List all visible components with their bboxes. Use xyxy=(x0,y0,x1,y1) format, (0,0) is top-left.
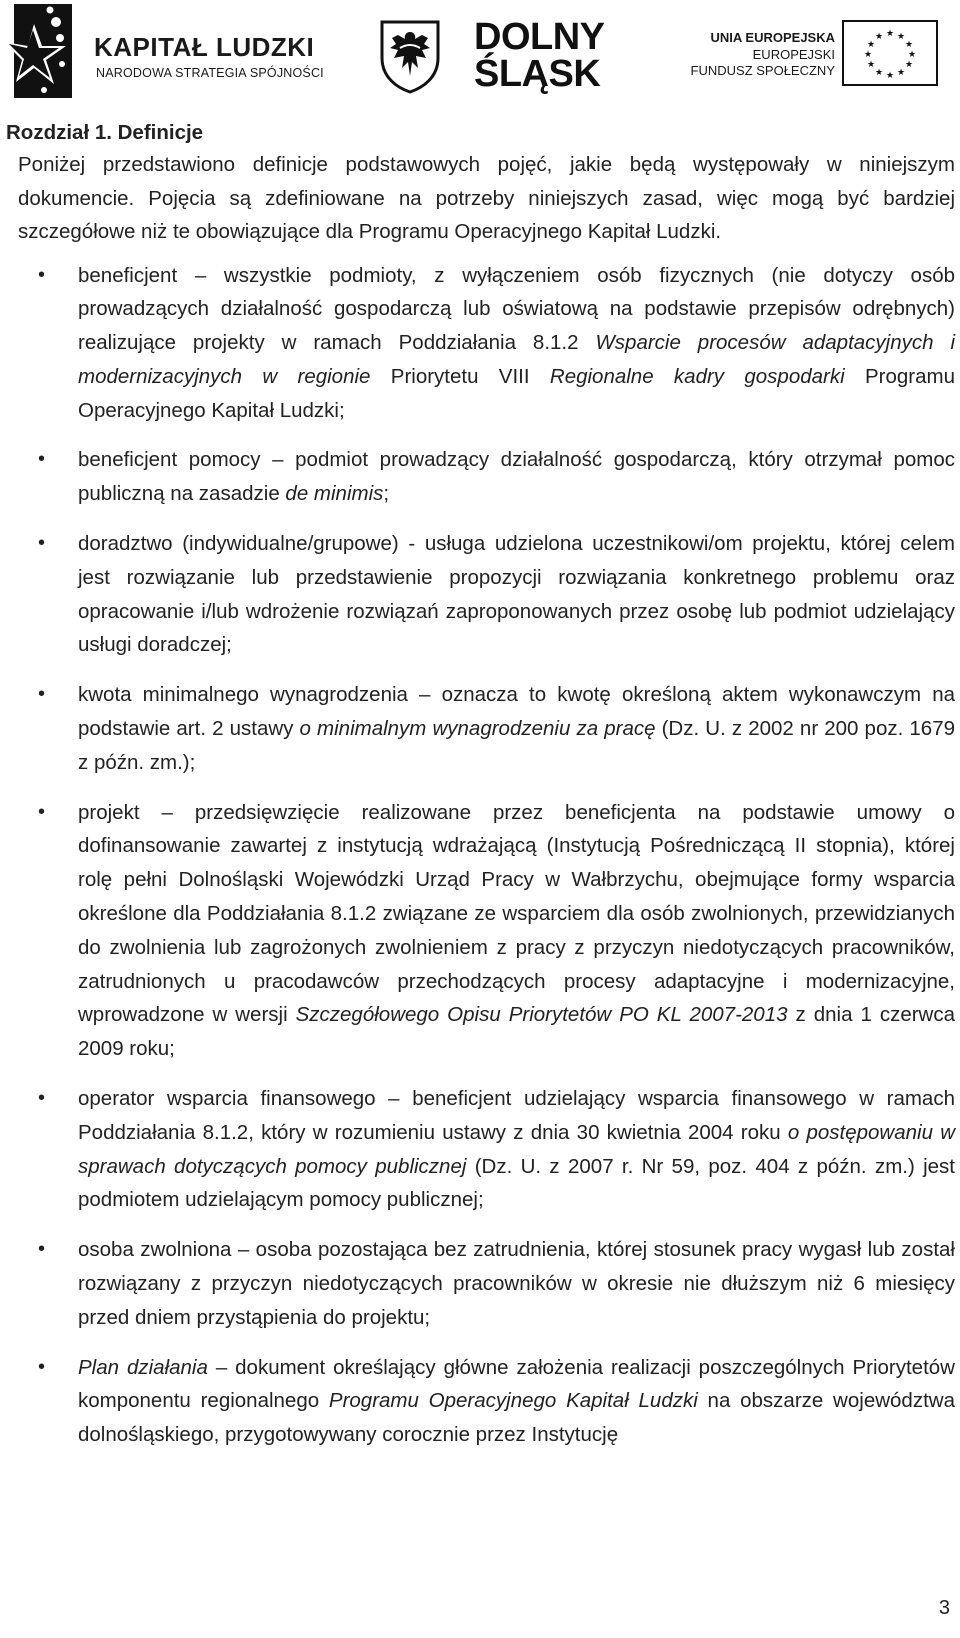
dolny-slask-line1: DOLNY xyxy=(474,16,605,58)
intro-paragraph: Poniżej przedstawiono definicje podstawowych pojęć, jakie będą występowały w niniejszym dokumencie. Pojęcia są zdefiniowane na potrzeby niniejszych zasad, więc mogą być bardziej szczegółowe niż te obowiązujące dla Programu Operacyjnego Kapitał Ludzki. xyxy=(18,153,955,243)
kapital-ludzki-emblem-icon xyxy=(4,2,84,102)
bullet-icon: • xyxy=(38,448,46,471)
definition-italic: Wsparcie procesów adaptacyjnych i modernizacyjnych w regionie xyxy=(78,331,955,388)
definition-text: (Dz. U. z 2007 r. Nr 59, poz. 404 z późn. zm.) jest podmiotem udzielającym pomocy publicznej; xyxy=(78,1154,956,1212)
list-item xyxy=(0,1082,955,1217)
svg-text:★: ★ xyxy=(866,60,876,70)
svg-text:★: ★ xyxy=(896,32,906,42)
definition-text: Programu Operacyjnego Kapitał Ludzki; xyxy=(78,364,955,422)
kapital-ludzki-subtitle: NARODOWA STRATEGIA SPÓJNOŚCI xyxy=(96,66,324,80)
bullet-icon: • xyxy=(38,1355,46,1378)
definition-italic: Plan działania xyxy=(78,1355,208,1379)
document-body xyxy=(0,118,955,1468)
definition-text: ; xyxy=(383,482,390,506)
definition-italic: o minimalnym wynagrodzeniu za pracę xyxy=(299,717,656,741)
definition-text: beneficjent pomocy – podmiot prowadzący działalność gospodarczą, który otrzymał pomoc publiczną na zasadzie xyxy=(78,448,955,506)
list-item xyxy=(0,678,955,779)
list-item xyxy=(0,1351,955,1452)
svg-text:★: ★ xyxy=(885,29,895,39)
definition-italic: Szczegółowego Opisu Priorytetów PO KL 2007-2013 xyxy=(295,1003,788,1027)
bullet-icon: • xyxy=(38,800,46,823)
definition-italic: Programu Operacyjnego Kapitał Ludzki xyxy=(328,1389,698,1413)
svg-text:★: ★ xyxy=(874,32,884,42)
svg-text:★: ★ xyxy=(904,60,914,70)
page-header xyxy=(0,0,960,110)
list-item xyxy=(0,796,955,1066)
eu-fund-line1: EUROPEJSKI xyxy=(752,47,835,62)
definition-text: beneficjent – wszystkie podmioty, z wyłączeniem osób fizycznych (nie dotyczy osób prowadzących działalność gospodarczą lub oświatową na podstawie przepisów odrębnych) realizujące projekty w ramach Poddziałania 8.1.2 xyxy=(78,263,955,355)
definition-text: projekt – przedsięwzięcie realizowane przez beneficjenta na podstawie umowy o dofinansowanie zawartej z instytucją wdrażającą (Instytucją Pośredniczącą II stopnia), której rolę pełni Dolnośląski Wojewódzki Urząd Pracy w Wałbrzychu, obejmujące formy wsparcia określone dla Poddziałania 8.1.2 związane ze wsparciem dla osób zwolnionych, przewidzianych do zwolnienia lub zagrożonych zwolnieniem z pracy z przyczyn niedotyczących pracowników, zatrudnionych u pracodawców przechodzących procesy adaptacyjne i modernizacyjne, wprowadzone w wersji xyxy=(78,800,955,1027)
svg-text:★: ★ xyxy=(863,50,873,60)
eu-fund-line2: FUNDUSZ SPOŁECZNY xyxy=(690,63,835,78)
eagle-shield-icon xyxy=(378,18,442,94)
chapter-title: Rozdział 1. Definicje xyxy=(6,121,204,144)
list-item xyxy=(0,527,955,662)
definition-text: (Dz. U. z 2002 nr 200 poz. 1679 z późn. zm.); xyxy=(78,717,955,774)
definition-italic: o postępowaniu w sprawach dotyczących pomocy publicznej xyxy=(78,1120,955,1178)
list-item xyxy=(0,443,955,511)
bullet-icon: • xyxy=(38,263,46,286)
list-item xyxy=(0,259,955,428)
dolny-slask-logo xyxy=(392,18,632,98)
svg-text:★: ★ xyxy=(874,68,884,78)
bullet-icon: • xyxy=(38,1238,46,1261)
eu-logo xyxy=(690,20,960,90)
definition-italic: Regionalne kadry gospodarki xyxy=(549,364,845,388)
definition-text: z dnia 1 czerwca 2009 roku; xyxy=(78,1003,955,1061)
kapital-ludzki-logo xyxy=(4,2,324,102)
dolny-slask-line2: ŚLĄSK xyxy=(474,53,601,95)
kapital-ludzki-title: KAPITAŁ LUDZKI xyxy=(94,32,315,62)
svg-text:★: ★ xyxy=(907,50,917,60)
definition-text: – dokument określający główne założenia realizacji poszczególnych Priorytetów komponentu regionalnego xyxy=(78,1355,955,1413)
definition-text: operator wsparcia finansowego – beneficjent udzielający wsparcia finansowego w ramach Poddziałania 8.1.2, który w rozumieniu ustawy z dnia 30 kwietnia 2004 roku xyxy=(78,1087,955,1144)
definition-text: doradztwo (indywidualne/grupowe) - usługa udzielona uczestnikowi/om projektu, której celem jest rozwiązanie lub przedstawienie propozycji rozwiązania konkretnego problemu oraz opracowanie i/lub wdrożenie rozwiązań zaproponowanych przez osobę lub podmiot udzielający usługi doradczej; xyxy=(78,532,955,657)
svg-text:★: ★ xyxy=(885,71,895,81)
svg-text:★: ★ xyxy=(866,40,876,50)
bullet-icon: • xyxy=(38,1087,46,1110)
definitions-list xyxy=(0,259,955,1453)
bullet-icon: • xyxy=(38,532,46,555)
definition-italic: de minimis xyxy=(285,482,384,506)
svg-text:★: ★ xyxy=(904,40,914,50)
definition-text: Priorytetu VIII xyxy=(370,364,550,388)
definition-text: na obszarze województwa dolnośląskiego, przygotowywany corocznie przez Instytucję xyxy=(78,1389,955,1447)
definition-text: kwota minimalnego wynagrodzenia – oznacza to kwotę określoną aktem wykonawczym na podstawie art. 2 ustawy xyxy=(78,683,955,741)
definition-text: osoba zwolniona – osoba pozostająca bez zatrudnienia, której stosunek pracy wygasł lub został rozwiązany z przyczyn niedotyczących pracowników w okresie nie dłuższym niż 6 miesięcy przed dniem przystąpienia do projektu; xyxy=(78,1238,955,1329)
svg-text:★: ★ xyxy=(896,68,906,78)
eu-flag-icon xyxy=(842,20,938,86)
list-item xyxy=(0,1233,955,1334)
bullet-icon: • xyxy=(38,683,46,706)
page-number: 3 xyxy=(938,1597,950,1619)
eu-title: UNIA EUROPEJSKA xyxy=(710,30,835,45)
